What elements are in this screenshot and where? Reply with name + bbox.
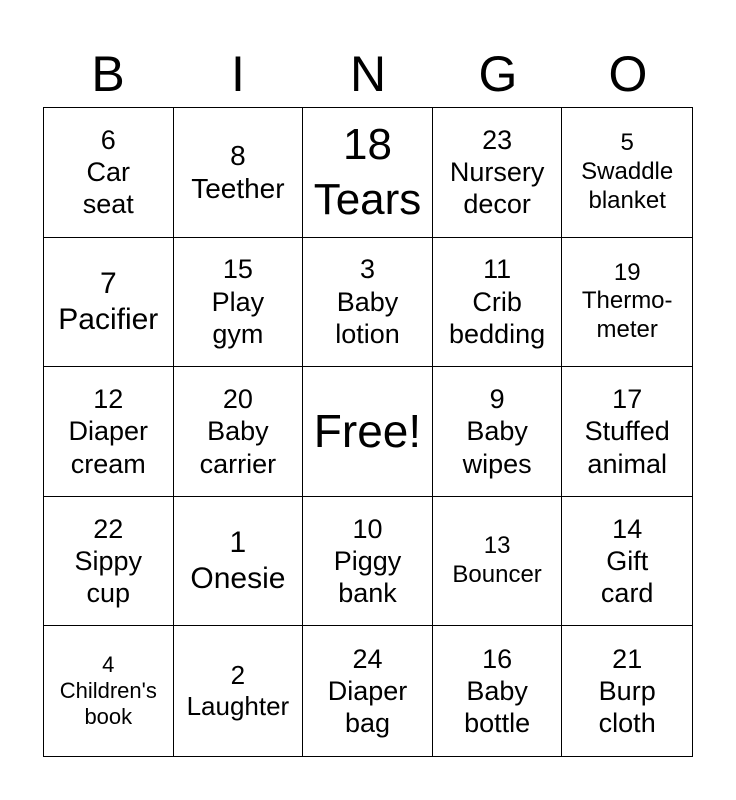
cell-number: 15 (222, 254, 253, 285)
cell-number: 12 (93, 383, 124, 414)
cell-number: 17 (612, 383, 643, 414)
cell-label: card (600, 578, 654, 609)
cell-label: Thermo- (581, 287, 673, 315)
bingo-cell[interactable] (562, 626, 692, 756)
cell-label: lotion (335, 319, 400, 350)
bingo-cell[interactable] (562, 238, 692, 368)
cell-label: Crib (472, 286, 522, 317)
cell-label: Pacifier (58, 302, 159, 336)
cell-number: 1 (229, 526, 247, 560)
bingo-cell[interactable] (562, 108, 692, 238)
cell-number: 7 (99, 266, 117, 300)
cell-label: Tears (313, 175, 422, 225)
cell-number: 2 (230, 660, 246, 690)
cell-number: 9 (489, 383, 505, 414)
cell-label: meter (596, 316, 658, 344)
bingo-cell[interactable] (44, 367, 174, 497)
cell-label: Piggy (333, 545, 402, 576)
cell-label: bank (338, 578, 397, 609)
cell-number: 6 (100, 124, 116, 155)
bingo-cell[interactable] (174, 497, 304, 627)
header-letter-n: N (349, 46, 387, 102)
cell-label: bag (344, 708, 391, 739)
cell-number: 18 (343, 120, 392, 170)
bingo-cell[interactable] (433, 367, 563, 497)
cell-label: gym (212, 319, 264, 350)
cell-number: 16 (482, 643, 513, 674)
bingo-cell[interactable] (433, 238, 563, 368)
cell-label: Stuffed (584, 416, 670, 447)
cell-label: Bouncer (452, 561, 542, 589)
bingo-cell[interactable] (174, 367, 304, 497)
header-letter-b: B (91, 46, 125, 102)
cell-label: book (84, 704, 133, 730)
cell-label: Baby (207, 416, 269, 447)
cell-label: Swaddle (581, 157, 674, 185)
bingo-cell[interactable] (44, 238, 174, 368)
cell-label: cloth (598, 708, 656, 739)
cell-number: 21 (612, 643, 643, 674)
cell-number: 5 (620, 129, 634, 157)
cell-label: Gift (606, 545, 649, 576)
bingo-cell[interactable] (174, 238, 304, 368)
bingo-cell[interactable] (562, 497, 692, 627)
bingo-cell[interactable] (433, 626, 563, 756)
bingo-cell[interactable] (433, 497, 563, 627)
cell-label: animal (587, 448, 667, 479)
free-space-cell[interactable] (303, 367, 433, 497)
cell-number: 23 (482, 124, 513, 155)
free-space-label: Free! (313, 404, 422, 457)
header-letter-i: I (231, 46, 245, 102)
cell-label: Burp (598, 676, 656, 706)
bingo-cell[interactable] (562, 367, 692, 497)
cell-label: Car (86, 157, 131, 188)
cell-number: 3 (359, 254, 375, 285)
cell-label: cup (86, 578, 131, 609)
cell-number: 11 (483, 254, 512, 285)
bingo-cell[interactable] (303, 626, 433, 756)
cell-label: Children's (59, 678, 157, 703)
cell-label: Baby (466, 676, 528, 706)
cell-number: 19 (613, 258, 641, 286)
cell-label: Diaper (327, 676, 408, 706)
cell-number: 14 (612, 513, 643, 544)
cell-label: Onesie (190, 562, 286, 596)
bingo-header (43, 40, 693, 108)
cell-label: Baby (336, 286, 399, 317)
cell-label: decor (463, 189, 531, 220)
cell-label: Diaper (68, 416, 149, 447)
bingo-cell[interactable] (303, 238, 433, 368)
cell-number: 22 (93, 513, 124, 544)
bingo-cell[interactable] (174, 108, 304, 238)
cell-label: bottle (464, 708, 531, 739)
bingo-cell[interactable] (303, 497, 433, 627)
bingo-cell[interactable] (174, 626, 304, 756)
cell-number: 24 (352, 643, 383, 674)
cell-label: Play (211, 286, 265, 317)
bingo-cell[interactable] (433, 108, 563, 238)
bingo-cell[interactable] (44, 626, 174, 756)
cell-label: carrier (199, 448, 277, 479)
cell-label: Teether (191, 173, 285, 205)
bingo-cell[interactable] (303, 108, 433, 238)
cell-label: cream (70, 448, 146, 479)
cell-number: 20 (222, 383, 253, 414)
cell-label: Sippy (74, 545, 143, 576)
cell-number: 8 (230, 139, 246, 171)
cell-label: blanket (588, 186, 666, 214)
cell-number: 4 (102, 651, 115, 677)
bingo-cell[interactable] (44, 497, 174, 627)
cell-number: 10 (352, 513, 383, 544)
cell-label: Nursery (449, 157, 545, 188)
cell-number: 13 (483, 532, 511, 560)
cell-label: bedding (449, 319, 546, 350)
bingo-cell[interactable] (44, 108, 174, 238)
bingo-board (43, 107, 693, 757)
cell-label: wipes (462, 448, 532, 479)
header-letter-g: G (478, 46, 518, 102)
header-letter-o: O (608, 46, 648, 102)
cell-label: seat (82, 189, 134, 220)
cell-label: Baby (466, 416, 528, 447)
cell-label: Laughter (186, 691, 290, 722)
